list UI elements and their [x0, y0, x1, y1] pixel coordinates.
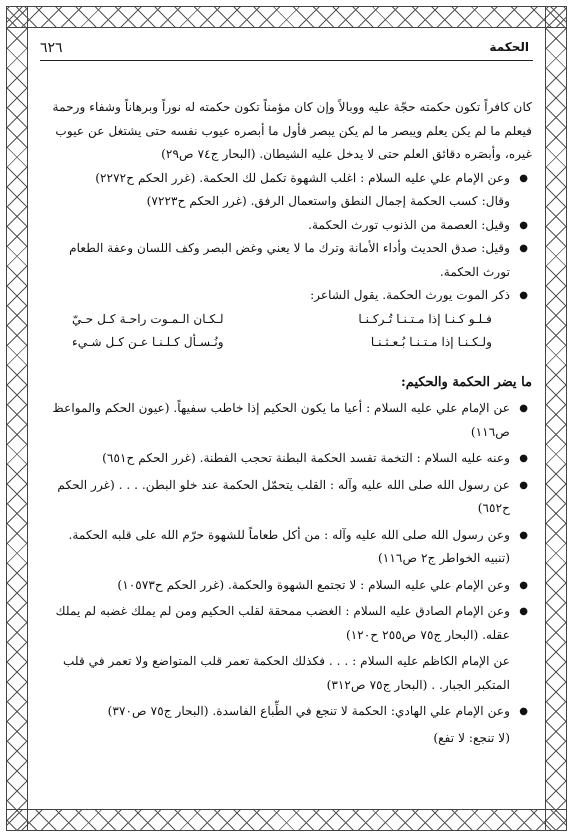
chapter-title: الحكمة: [489, 40, 529, 54]
quote-item: ● وقيل: صدق الحديث وأداء الأمانة وترك ما لا يعني وغض البصر وكف اللسان وعفة الطعام تورث الحكمة.: [40, 237, 532, 284]
quotes-list-2: [40, 397, 532, 750]
intro-paragraph: كان كافراً تكون حكمته حجّة عليه ووبالاً وإن كان مؤمناً تكون حكمته له نوراً وبرهاناً وشفاء ورحمة فيعلم ما لم يكن يعلم ويبصر ما لم يكن يبصر فأول ما أبصره عيوب نفسه حتى يشتغل عن عيوب غيره، وأبصَره دقائق العلم حتى لا يدخل عليه الشيطان. (البحار ج٧٤ ص٢٩): [52, 100, 532, 161]
poem-hemistich: لـكـان الـمـوت راحـة كـل حـيّ: [72, 311, 224, 326]
quotes-list-1: [40, 167, 532, 308]
quote-item: ● وعن رسول الله صلى الله عليه وآله : من أكل طعاماً للشهوة حرّم الله على قلبه الحكمة. (تنبيه الخواطر ج٢ ص١١٦): [40, 524, 532, 571]
section-heading: ما يضر الحكمة والحكيم:: [401, 374, 532, 390]
page-body: [40, 96, 532, 750]
poem-line-2: [40, 331, 532, 355]
poem-hemistich: فـلـو كـنـا إذا مـتـنـا تُـركـنـا: [358, 311, 492, 326]
quote-item: ● وقيل: العصمة من الذنوب تورث الحكمة.: [40, 214, 532, 238]
ornamental-border-top: [6, 6, 567, 28]
page-number: ٦٢٦: [40, 40, 63, 56]
quote-item: عن الإمام الكاظم عليه السلام : . . . فكذلك الحكمة تعمر قلب المتواضع ولا تعمر في قلب المتكبر الجبار. . (البحار ج٧٥ ص٣١٢): [62, 654, 510, 692]
quote-item: ● وعنه عليه السلام : التخمة تفسد الحكمة البطنة تحجب الفطنة. (غرر الحكم ح٦٥١): [40, 447, 532, 471]
quote-item: وقال: كسب الحكمة إجمال النطق واستعمال الرفق. (غرر الحكم ح٧٢٢٣): [146, 194, 510, 208]
quote-item: ● عن الإمام علي عليه السلام : أعيا ما يكون الحكيم إذا خاطب سفيهاً. (عيون الحكم والمواعظ ص١١٦): [40, 397, 532, 444]
poem-line-1: [40, 308, 532, 332]
quote-item: ● عن رسول الله صلى الله عليه وآله : القلب يتحمّل الحكمة عند خلو البطن. . . . (غرر الحكم ح٦٥٢): [40, 474, 532, 521]
quote-item: ● وعن الإمام علي الهادي: الحكمة لا تنجع في الطِّباع الفاسدة. (البحار ج٧٥ ص٣٧٠): [40, 700, 532, 724]
poem-hemistich: ولـكـنـا إذا مـتـنـا بُـعـثـنـا: [370, 335, 492, 349]
quote-item: ● وعن الإمام الصادق عليه السلام : الغضب ممحقة لقلب الحكيم ومن لم يملك غضبه لم يملك عقله. (البحار ج٧٥ ص٢٥٥ ح١٢٠): [40, 600, 532, 647]
quote-item: ● ذكر الموت يورث الحكمة. يقول الشاعر:: [40, 284, 532, 308]
ornamental-border-bottom: [6, 809, 567, 831]
quote-item: ● وعن الإمام علي عليه السلام : اغلب الشهوة تكمل لك الحكمة. (غرر الحكم ح٢٢٧٢): [40, 167, 532, 191]
quote-item: ● وعن الإمام علي عليه السلام : لا تجتمع الشهوة والحكمة. (غرر الحكم ح١٠٥٧٣): [40, 574, 532, 598]
quote-item: (لا تنجع: لا تفع): [433, 730, 510, 745]
page-header: [40, 38, 533, 61]
ornamental-border-right: [545, 6, 567, 831]
ornamental-border-left: [6, 6, 28, 831]
poem-hemistich: ونُـسـأل كـلـنـا عـن كـل شـيء: [72, 335, 224, 349]
